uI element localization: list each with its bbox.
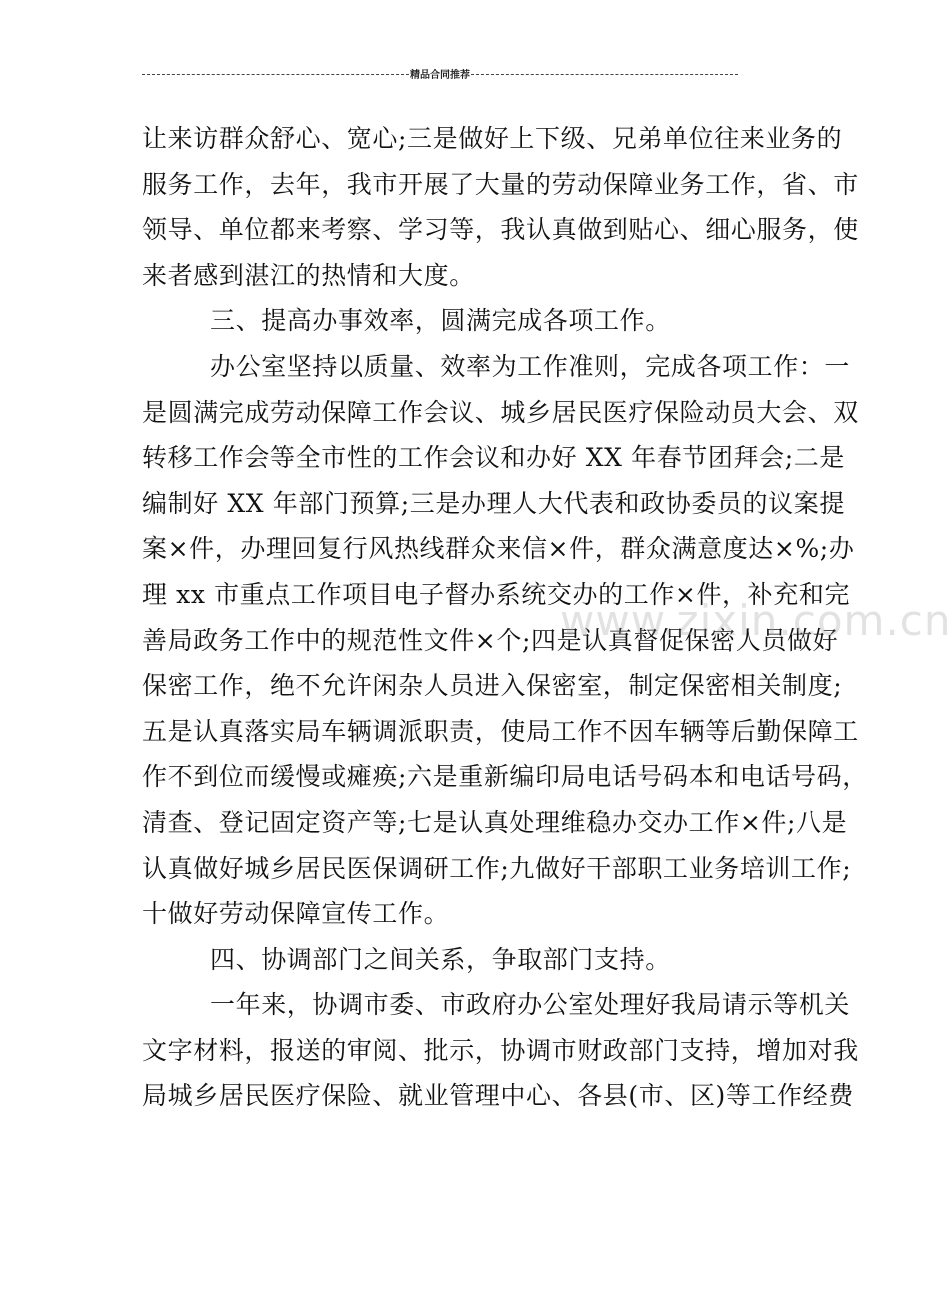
document-body	[142, 116, 868, 1119]
text-line: 来者感到湛江的热情和大度。	[142, 260, 475, 290]
text-line: 编制好 XX 年部门预算;三是办理人大代表和政协委员的议案提	[142, 488, 845, 518]
text-line: 一年来，协调市委、市政府办公室处理好我局请示等机关	[210, 990, 851, 1020]
text-line: 保密工作，绝不允许闲杂人员进入保密室，制定保密相关制度;	[142, 671, 843, 701]
header-title: 精品合同推荐	[410, 70, 470, 81]
text-line: 善局政务工作中的规范性文件×个;四是认真督促保密人员做好	[142, 625, 839, 655]
section-heading-3: 三、提高办事效率，圆满完成各项工作。	[210, 306, 671, 336]
text-line: 服务工作，去年，我市开展了大量的劳动保障业务工作，省、市	[142, 169, 859, 199]
text-line: 认真做好城乡居民医保调研工作;九做好干部职工业务培训工作;	[142, 853, 852, 883]
text-line: 案×件，办理回复行风热线群众来信×件，群众满意度达×%;办	[142, 534, 855, 564]
text-line: 清查、登记固定资产等;七是认真处理维稳办交办工作×件;八是	[142, 807, 848, 837]
header-dash-right	[471, 74, 738, 75]
watermark: www.zixin.com.cn	[560, 596, 952, 645]
section-heading-4: 四、协调部门之间关系，争取部门支持。	[210, 944, 671, 974]
text-line: 十做好劳动保障宣传工作。	[142, 899, 450, 929]
text-line: 局城乡居民医疗保险、就业管理中心、各县(市、区)等工作经费	[142, 1081, 854, 1111]
page-header	[142, 66, 738, 81]
text-line: 五是认真落实局车辆调派职责，使局工作不因车辆等后勤保障工	[142, 716, 859, 746]
header-dash-left	[142, 74, 409, 75]
text-line: 作不到位而缓慢或瘫痪;六是重新编印局电话号码本和电话号码，	[142, 762, 868, 792]
text-line: 让来访群众舒心、宽心;三是做好上下级、兄弟单位往来业务的	[142, 124, 843, 153]
text-line: 领导、单位都来考察、学习等，我认真做到贴心、细心服务，使	[142, 215, 859, 245]
text-line: 理 xx 市重点工作项目电子督办系统交办的工作×件，补充和完	[142, 579, 851, 609]
text-line: 转移工作会等全市性的工作会议和办好 XX 年春节团拜会;二是	[142, 443, 845, 473]
text-line: 文字材料，报送的审阅、批示，协调市财政部门支持，增加对我	[142, 1035, 859, 1065]
text-line: 是圆满完成劳动保障工作会议、城乡居民医疗保险动员大会、双	[142, 397, 859, 427]
text-line: 办公室坚持以质量、效率为工作准则，完成各项工作：一	[210, 351, 851, 381]
